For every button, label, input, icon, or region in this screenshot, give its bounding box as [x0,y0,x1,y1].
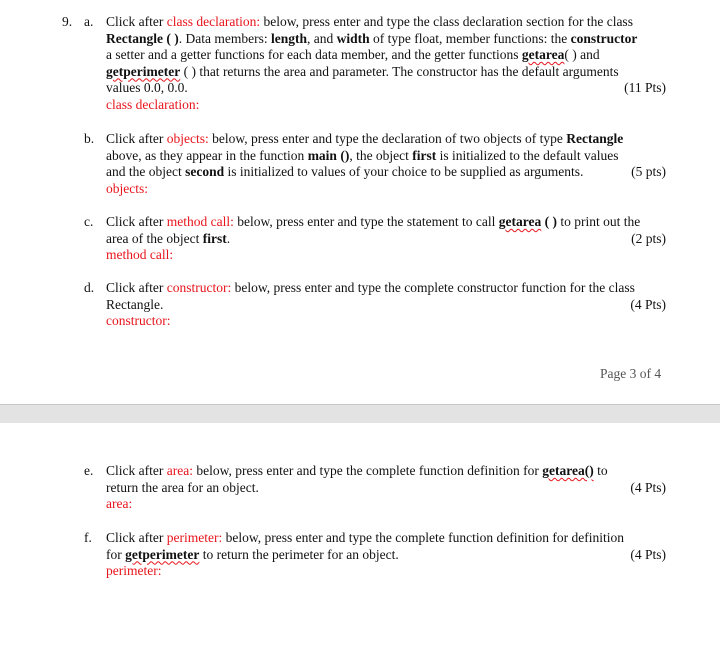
item-d-letter: d. [84,280,95,295]
item-f-line-2: for getperimeter to return the perimeter for an object. (4 Pts) [106,546,666,562]
item-b-letter: b. [84,131,95,146]
item-d-line-1: Click after constructor: below, press enter and type the complete constructor function for the class [106,280,635,295]
item-c-line-1: Click after method call: below, press enter and type the statement to call getarea ( ) to print out the [106,214,641,229]
item-a-line-5: values 0.0, 0.0. (11 Pts) [106,80,666,95]
answer-field-method-call[interactable]: method call: [106,247,174,262]
points-label: (4 Pts) [630,296,666,312]
points-label: (5 pts) [631,164,666,179]
perimeter-marker: perimeter: [166,530,223,545]
method-call-marker: method call: [166,214,234,229]
points-label: (4 Pts) [630,546,666,562]
item-f [106,530,666,580]
item-e-letter: e. [84,463,94,478]
item-b [106,131,666,197]
item-a-line-2: Rectangle ( ). Data members: length, and width of type float, member functions: the constructor [106,30,638,46]
document-page-4 [0,423,720,648]
item-a [106,14,666,113]
item-f-line-1: Click after perimeter: below, press enter and type the complete function definition for definition [106,530,624,545]
answer-field-perimeter[interactable]: perimeter: [106,563,162,578]
answer-field-class-declaration[interactable]: class declaration: [106,96,200,112]
item-b-line-2: above, as they appear in the function main (), the object first is initialized to the default values [106,147,619,163]
item-b-line-1: Click after objects: below, press enter and type the declaration of two objects of type Rectangle [106,131,624,146]
item-f-letter: f. [84,530,92,545]
question-number: 9. [62,14,73,29]
item-c-line-2: area of the object first. (2 pts) [106,230,666,246]
item-b-line-3: and the object second is initialized to values of your choice to be supplied as arguments. (5 pts) [106,164,666,179]
item-a-line-1: Click after class declaration: below, press enter and type the class declaration section for the class [106,14,633,29]
item-a-line-3: a setter and a getter functions for each data member, and the getter functions getarea( ) and [106,47,600,62]
item-d [106,280,666,330]
item-a-line-4: getperimeter ( ) that returns the area and parameter. The constructor has the default arguments [106,63,619,79]
points-label: (4 Pts) [630,479,666,495]
page-number: Page 3 of 4 [600,366,662,381]
objects-marker: objects: [166,131,209,146]
class-declaration-marker: class declaration: [166,14,261,29]
item-c [106,214,666,264]
points-label: (11 Pts) [624,80,666,95]
item-e-line-1: Click after area: below, press enter and type the complete function definition for getarea() to [106,463,608,478]
points-label: (2 pts) [631,230,666,246]
area-marker: area: [166,463,193,478]
item-d-line-2: Rectangle. (4 Pts) [106,296,666,312]
item-c-letter: c. [84,214,94,229]
item-e-line-2: return the area for an object. (4 Pts) [106,479,666,495]
answer-field-constructor[interactable]: constructor: [106,313,171,328]
answer-field-area[interactable]: area: [106,496,133,511]
page-break [0,404,720,424]
item-a-letter: a. [84,14,94,29]
answer-field-objects[interactable]: objects: [106,180,148,196]
item-e [106,463,666,513]
constructor-marker: constructor: [166,280,232,295]
